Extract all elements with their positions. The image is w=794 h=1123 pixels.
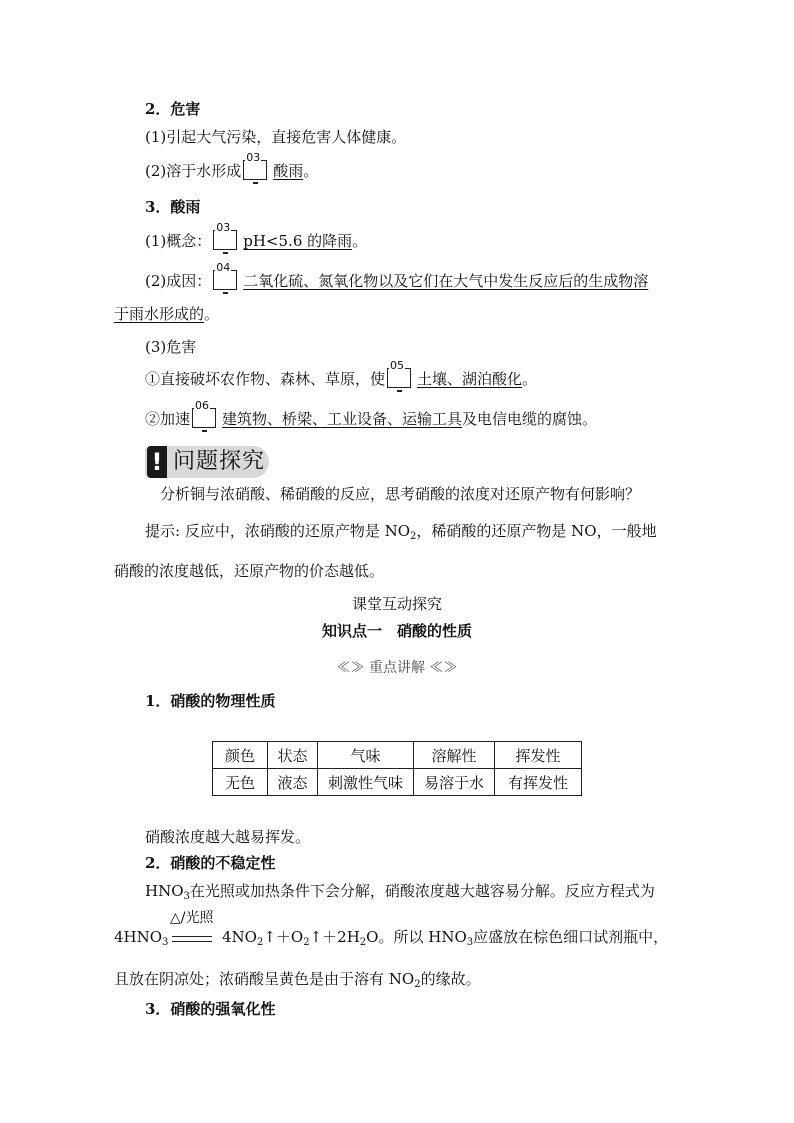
acid-rain-harm-title: (3)危害: [145, 338, 197, 356]
answer-box: [192, 399, 216, 428]
text: 提示: 反应中，浓硝酸的还原产物是 NO: [145, 522, 411, 540]
text: 且放在阴凉处；浓硝酸呈黄色是由于溶有 NO: [114, 970, 415, 988]
answer-text: 二氧化硫、氮氧化物以及它们在大气中发生反应后的生成物溶: [243, 272, 649, 290]
answer-text: 酸雨: [273, 162, 304, 180]
text: ，稀硝酸的还原产物是 NO，一般地: [416, 522, 657, 540]
answer-number: 04: [216, 261, 231, 274]
answer-number: 03: [216, 221, 231, 234]
table-cell: 无色: [213, 769, 268, 796]
text: ↑＋2H: [309, 928, 360, 946]
answer-number: 05: [390, 359, 405, 372]
text: ①直接破坏农作物、森林、草原，使: [145, 370, 386, 388]
key-explanation-label: [0, 657, 794, 679]
subscript: 2: [410, 531, 417, 542]
instability-title: 2．硝酸的不稳定性: [145, 854, 276, 872]
table-header-cell: 挥发性: [495, 742, 582, 769]
oxidation-title: 3．硝酸的强氧化性: [145, 1000, 276, 1018]
instability-line3: [114, 968, 481, 996]
acid-rain-cause-line2: [114, 303, 219, 325]
table-cell: 易溶于水: [414, 769, 495, 796]
text: 应盛放在棕色细口试剂瓶中，: [473, 928, 669, 946]
phys-properties-table: [212, 741, 582, 796]
acid-rain-concept: [145, 221, 368, 252]
inquiry-hint-line1: [145, 520, 657, 548]
text: (2)溶于水形成: [145, 162, 242, 180]
reaction-condition: △/光照: [170, 910, 214, 926]
answer-box: [213, 221, 237, 250]
acid-rain-harm-1: [145, 359, 538, 390]
text: O。所以 HNO: [366, 928, 467, 946]
acid-rain-cause: [145, 261, 649, 292]
instability-line1: [145, 880, 655, 908]
reaction-equals-sign: [172, 936, 212, 942]
answer-text: 建筑物、桥梁、工业设备、运输工具: [222, 410, 463, 428]
phys-properties-title: 1．硝酸的物理性质: [145, 692, 276, 710]
subscript: 2: [303, 937, 310, 948]
decoration-icon: ≪≫: [429, 660, 458, 676]
text: 。: [204, 305, 220, 323]
answer-number: 03: [246, 151, 261, 164]
text: 。: [352, 232, 368, 250]
table-header-cell: 溶解性: [414, 742, 495, 769]
section-title-harm: 2．危害: [145, 100, 201, 118]
answer-box: [387, 359, 411, 388]
text: 4HNO: [114, 928, 163, 946]
answer-text: 于雨水形成的: [114, 305, 205, 323]
subscript: 2: [359, 937, 367, 948]
subscript: 3: [466, 937, 474, 948]
inquiry-hint-line2: 硝酸的浓度越低，还原产物的价态越低。: [114, 562, 385, 580]
answer-text: 土壤、湖泊酸化: [417, 370, 523, 388]
text: HNO: [145, 882, 184, 900]
subscript: 3: [162, 937, 169, 948]
section-title-acid-rain: 3．酸雨: [145, 198, 201, 216]
table-header-cell: 状态: [268, 742, 318, 769]
text: 在光照或加热条件下会分解，硝酸浓度越大越容易分解。反应方程式为: [189, 882, 655, 900]
text: 及电信电缆的腐蚀。: [462, 410, 598, 428]
table-row: [213, 769, 582, 796]
reaction-right: [222, 926, 668, 954]
inquiry-banner: [145, 446, 269, 478]
text: 4NO: [222, 928, 257, 946]
subscript: 3: [183, 891, 190, 902]
answer-box: [243, 151, 267, 180]
inquiry-question: 分析铜与浓硝酸、稀硝酸的反应，思考硝酸的浓度对还原产物有何影响？: [160, 485, 641, 503]
table-cell: 液态: [268, 769, 318, 796]
text: ②加速: [145, 410, 191, 428]
knowledge-point-title: 知识点一 硝酸的性质: [321, 622, 472, 640]
table-header-row: [213, 742, 582, 769]
text: (2)成因：: [145, 272, 212, 290]
text: ↑＋O: [263, 928, 304, 946]
phys-note: 硝酸浓度越大越易挥发。: [145, 828, 311, 846]
answer-box: [213, 261, 237, 290]
table-header-cell: 颜色: [213, 742, 268, 769]
table-header-cell: 气味: [318, 742, 414, 769]
text: 。: [522, 370, 538, 388]
acid-rain-harm-2: [145, 399, 598, 430]
table-cell: 有挥发性: [495, 769, 582, 796]
text: 。: [303, 162, 319, 180]
inquiry-banner-title: 问题探究: [173, 449, 266, 474]
text: 重点讲解: [369, 660, 425, 676]
exclamation-icon: !: [147, 446, 167, 478]
harm-item-2: [145, 151, 319, 182]
answer-number: 06: [195, 399, 210, 412]
text: (1)概念：: [145, 232, 212, 250]
decoration-icon: ≪≫: [336, 660, 365, 676]
text: 的缘故。: [420, 970, 481, 988]
subscript: 2: [414, 979, 421, 990]
classroom-heading: 课堂互动探究: [351, 595, 442, 613]
table-cell: 刺激性气味: [318, 769, 414, 796]
reaction-left: [114, 926, 168, 954]
harm-item-1: (1)引起大气污染，直接危害人体健康。: [145, 128, 407, 146]
subscript: 2: [256, 937, 264, 948]
answer-text: pH<5.6 的降雨: [243, 232, 353, 250]
